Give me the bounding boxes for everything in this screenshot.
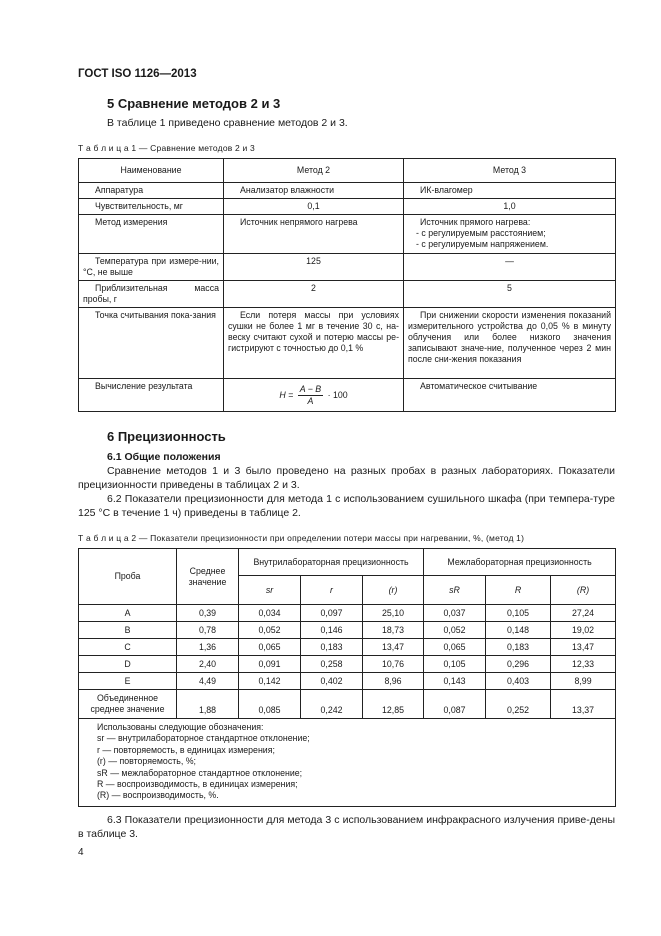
cell: B bbox=[79, 622, 177, 639]
cell: 0,148 bbox=[486, 622, 551, 639]
cell: 12,85 bbox=[363, 690, 424, 719]
table-1-row bbox=[79, 183, 616, 199]
header-sr: sr bbox=[239, 576, 301, 605]
section-6-1-text: Сравнение методов 1 и 3 было проведено на разных пробах в разных лабораториях. Показатели прецизионности приведены в таблицах 2 и 3. bbox=[78, 465, 615, 491]
cell: 0,065 bbox=[424, 639, 486, 656]
cell: 0,037 bbox=[424, 605, 486, 622]
row-method3: ИК-влагомер bbox=[404, 183, 616, 199]
header-mean: Среднее значение bbox=[177, 549, 239, 605]
cell: 12,33 bbox=[551, 656, 616, 673]
table-row bbox=[79, 673, 616, 690]
cell: 0,403 bbox=[486, 673, 551, 690]
cell: A bbox=[79, 605, 177, 622]
cell: 0,78 bbox=[177, 622, 239, 639]
row-method3: — bbox=[404, 254, 616, 281]
row-method3: 5 bbox=[404, 281, 616, 308]
cell: 0,183 bbox=[486, 639, 551, 656]
cell: 13,47 bbox=[551, 639, 616, 656]
cell: 0,087 bbox=[424, 690, 486, 719]
cell: 0,091 bbox=[239, 656, 301, 673]
table-1-row bbox=[79, 308, 616, 379]
table-1 bbox=[78, 158, 616, 412]
cell: C bbox=[79, 639, 177, 656]
cell: 0,052 bbox=[239, 622, 301, 639]
cell: E bbox=[79, 673, 177, 690]
cell: 13,47 bbox=[363, 639, 424, 656]
header-sample: Проба bbox=[79, 549, 177, 605]
section-6-title: 6 Прецизионность bbox=[107, 429, 226, 444]
cell: 1,36 bbox=[177, 639, 239, 656]
section-6-1-title: 6.1 Общие положения bbox=[107, 451, 221, 463]
cell: 0,105 bbox=[424, 656, 486, 673]
table-2-caption: Т а б л и ц а 2 — Показатели прецизионности при определении потери массы при нагревании, %, (метод 1) bbox=[78, 533, 525, 543]
note-line: (R) — воспроизводимость, %. bbox=[97, 790, 219, 801]
header-sR: sR bbox=[424, 576, 486, 605]
table-2 bbox=[78, 548, 616, 807]
cell: 0,296 bbox=[486, 656, 551, 673]
cell: 0,142 bbox=[239, 673, 301, 690]
cell: 0,252 bbox=[486, 690, 551, 719]
cell: 18,73 bbox=[363, 622, 424, 639]
section-5-title: 5 Сравнение методов 2 и 3 bbox=[107, 96, 281, 111]
row-name: Аппаратура bbox=[79, 183, 224, 199]
cell: 25,10 bbox=[363, 605, 424, 622]
table-row bbox=[79, 622, 616, 639]
row-method2: Если потеря массы при условиях сушки не более 1 мг в течение 30 с, на-веску считают сухой и потерю массы ре-гистрируют с точностью до 0,1 % bbox=[224, 308, 404, 379]
table-1-header-method3: Метод 3 bbox=[404, 159, 616, 183]
cell: 0,065 bbox=[239, 639, 301, 656]
table-1-header-name: Наименование bbox=[79, 159, 224, 183]
row-name: Приблизительная масса пробы, г bbox=[79, 281, 224, 308]
table-row bbox=[79, 690, 616, 719]
note-line: R — воспроизводимость, в единицах измерения; bbox=[97, 779, 298, 790]
cell: Объединенное среднее значение bbox=[79, 690, 177, 719]
row-method2: Источник непрямого нагрева bbox=[224, 215, 404, 254]
table-1-row bbox=[79, 379, 616, 412]
cell: 0,242 bbox=[301, 690, 363, 719]
cell: 1,88 bbox=[177, 690, 239, 719]
cell: 10,76 bbox=[363, 656, 424, 673]
table-1-caption: Т а б л и ц а 1 — Сравнение методов 2 и 3 bbox=[78, 143, 255, 153]
table-row bbox=[79, 656, 616, 673]
row-method2: 0,1 bbox=[224, 199, 404, 215]
cell: 8,99 bbox=[551, 673, 616, 690]
row-name: Метод измерения bbox=[79, 215, 224, 254]
note-line: r — повторяемость, в единицах измерения; bbox=[97, 744, 275, 755]
header-r-percent: (r) bbox=[363, 576, 424, 605]
row-method2: 125 bbox=[224, 254, 404, 281]
table-1-row bbox=[79, 254, 616, 281]
page-number: 4 bbox=[78, 847, 84, 858]
row-name: Точка считывания пока-зания bbox=[79, 308, 224, 379]
header-R: R bbox=[486, 576, 551, 605]
note-line: Использованы следующие обозначения: bbox=[97, 722, 264, 732]
section-5-text: В таблице 1 приведено сравнение методов 2 и 3. bbox=[107, 117, 348, 129]
cell: 27,24 bbox=[551, 605, 616, 622]
cell: 0,143 bbox=[424, 673, 486, 690]
header-intralab: Внутрилабораторная прецизионность bbox=[239, 549, 424, 576]
table-2-notes bbox=[79, 719, 616, 807]
header-interlab: Межлабораторная прецизионность bbox=[424, 549, 616, 576]
cell: 13,37 bbox=[551, 690, 616, 719]
document-header: ГОСТ ISO 1126—2013 bbox=[78, 68, 197, 80]
table-1-row bbox=[79, 199, 616, 215]
header-R-percent: (R) bbox=[551, 576, 616, 605]
cell: 0,105 bbox=[486, 605, 551, 622]
cell: 4,49 bbox=[177, 673, 239, 690]
note-line: sr — внутрилабораторное стандартное отклонение; bbox=[97, 733, 310, 744]
cell: 2,40 bbox=[177, 656, 239, 673]
table-1-row bbox=[79, 281, 616, 308]
row-method3: Автоматическое считывание bbox=[404, 379, 616, 412]
cell: 8,96 bbox=[363, 673, 424, 690]
cell: 19,02 bbox=[551, 622, 616, 639]
cell: 0,183 bbox=[301, 639, 363, 656]
row-method3: 1,0 bbox=[404, 199, 616, 215]
cell: 0,097 bbox=[301, 605, 363, 622]
table-1-row bbox=[79, 215, 616, 254]
row-name: Чувствительность, мг bbox=[79, 199, 224, 215]
table-1-header-method2: Метод 2 bbox=[224, 159, 404, 183]
cell: 0,39 bbox=[177, 605, 239, 622]
table-row bbox=[79, 605, 616, 622]
row-method3: Источник прямого нагрева: - с регулируемым расстоянием; - с регулируемым напряжением. bbox=[404, 215, 616, 254]
cell: 0,258 bbox=[301, 656, 363, 673]
cell: 0,085 bbox=[239, 690, 301, 719]
cell: D bbox=[79, 656, 177, 673]
cell: 0,034 bbox=[239, 605, 301, 622]
row-method3: При снижении скорости изменения показаний измерительного устройства до 0,05 % в минуту облучения или более низкого значения записывают значе-ние, полученное через 2 мин после сни-жения показания bbox=[404, 308, 616, 379]
row-name: Температура при измере-нии, °С, не выше bbox=[79, 254, 224, 281]
cell: 0,146 bbox=[301, 622, 363, 639]
cell: 0,402 bbox=[301, 673, 363, 690]
header-r: r bbox=[301, 576, 363, 605]
row-name: Вычисление результата bbox=[79, 379, 224, 412]
note-line: (r) — повторяемость, %; bbox=[97, 756, 196, 767]
section-6-3-text: 6.3 Показатели прецизионности для метода 3 с использованием инфракрасного излучения приве-дены в таблице 3. bbox=[78, 814, 615, 840]
note-line: sR — межлабораторное стандартное отклонение; bbox=[97, 767, 303, 778]
table-row bbox=[79, 639, 616, 656]
section-6-2-text: 6.2 Показатели прецизионности для метода 1 с использованием сушильного шкафа (при темпера-туре 125 °С в течение 1 ч) приведены в таблице 2. bbox=[78, 493, 615, 519]
row-method2: 2 bbox=[224, 281, 404, 308]
cell: 0,052 bbox=[424, 622, 486, 639]
row-method2: Анализатор влажности bbox=[224, 183, 404, 199]
formula: H = $\frac{A - B}{A}$ · 100 bbox=[224, 379, 404, 412]
